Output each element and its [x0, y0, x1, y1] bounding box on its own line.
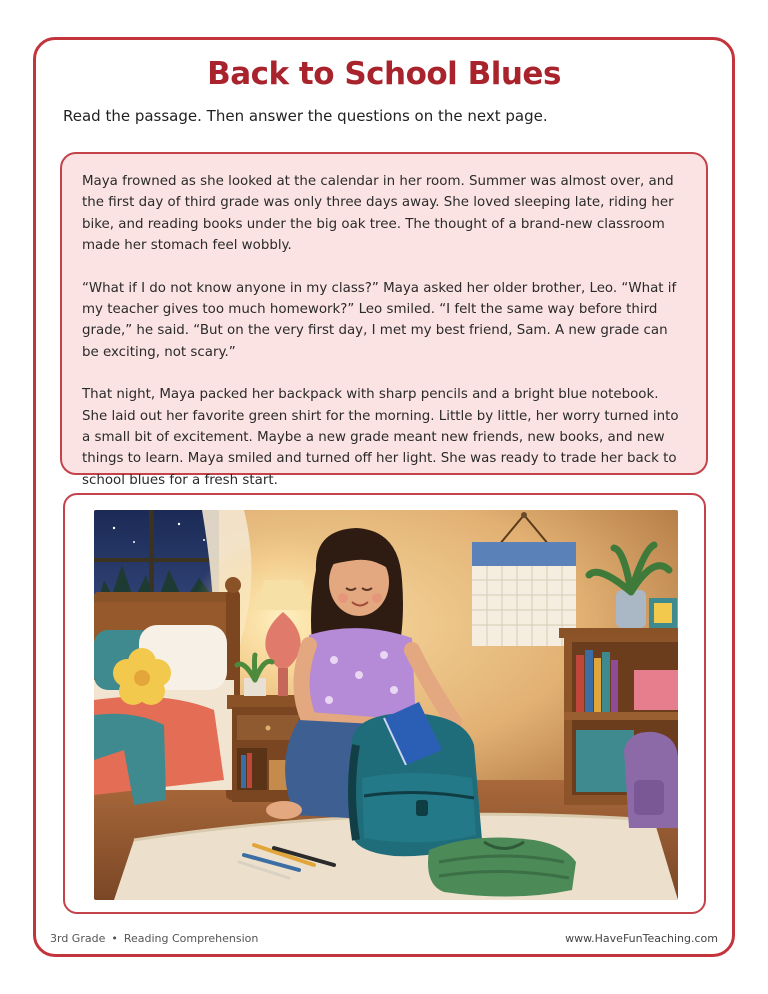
- passage-box: [60, 152, 708, 488]
- passage-paragraph-1: Maya frowned as she looked at the calendar in her room. Summer was almost over, and the first day of third grade was only three days away. She loved sleeping late, riding her bike, and reading books under the big oak tree. The thought of a brand-new classroom made her stomach feel wobbly.: [82, 174, 674, 254]
- story-illustration: [94, 510, 678, 900]
- passage-paragraph-2: “What if I do not know anyone in my class?” Maya asked her older brother, Leo. “What if my teacher gives too much homework?” Leo smiled. “I felt the same way before third grade,” he said. “But on the very first day, I met my best friend, Sam. A new grade can be exciting, not scary.”: [82, 280, 677, 360]
- illustration-frame: [63, 493, 706, 914]
- instructions-text: Read the passage. Then answer the questions on the next page.: [63, 107, 548, 125]
- page-title: Back to School Blues: [207, 56, 561, 92]
- footer-grade: 3rd Grade: [50, 932, 106, 945]
- footer-subject: Reading Comprehension: [123, 932, 259, 945]
- footer-website: www.HaveFunTeaching.com: [565, 932, 718, 945]
- footer-grade-subject: [50, 932, 258, 945]
- bullet-icon: •: [111, 932, 118, 945]
- passage-paragraph-3: That night, Maya packed her backpack with sharp pencils and a bright blue notebook. She laid out her favorite green shirt for the morning. Little by little, her worry turned into a small bit of excitement. Maybe a new grade meant new friends, new books, and new things to learn. Maya smiled and turned off her light. She was ready to trade her back to school blues for a fresh start.: [82, 387, 679, 488]
